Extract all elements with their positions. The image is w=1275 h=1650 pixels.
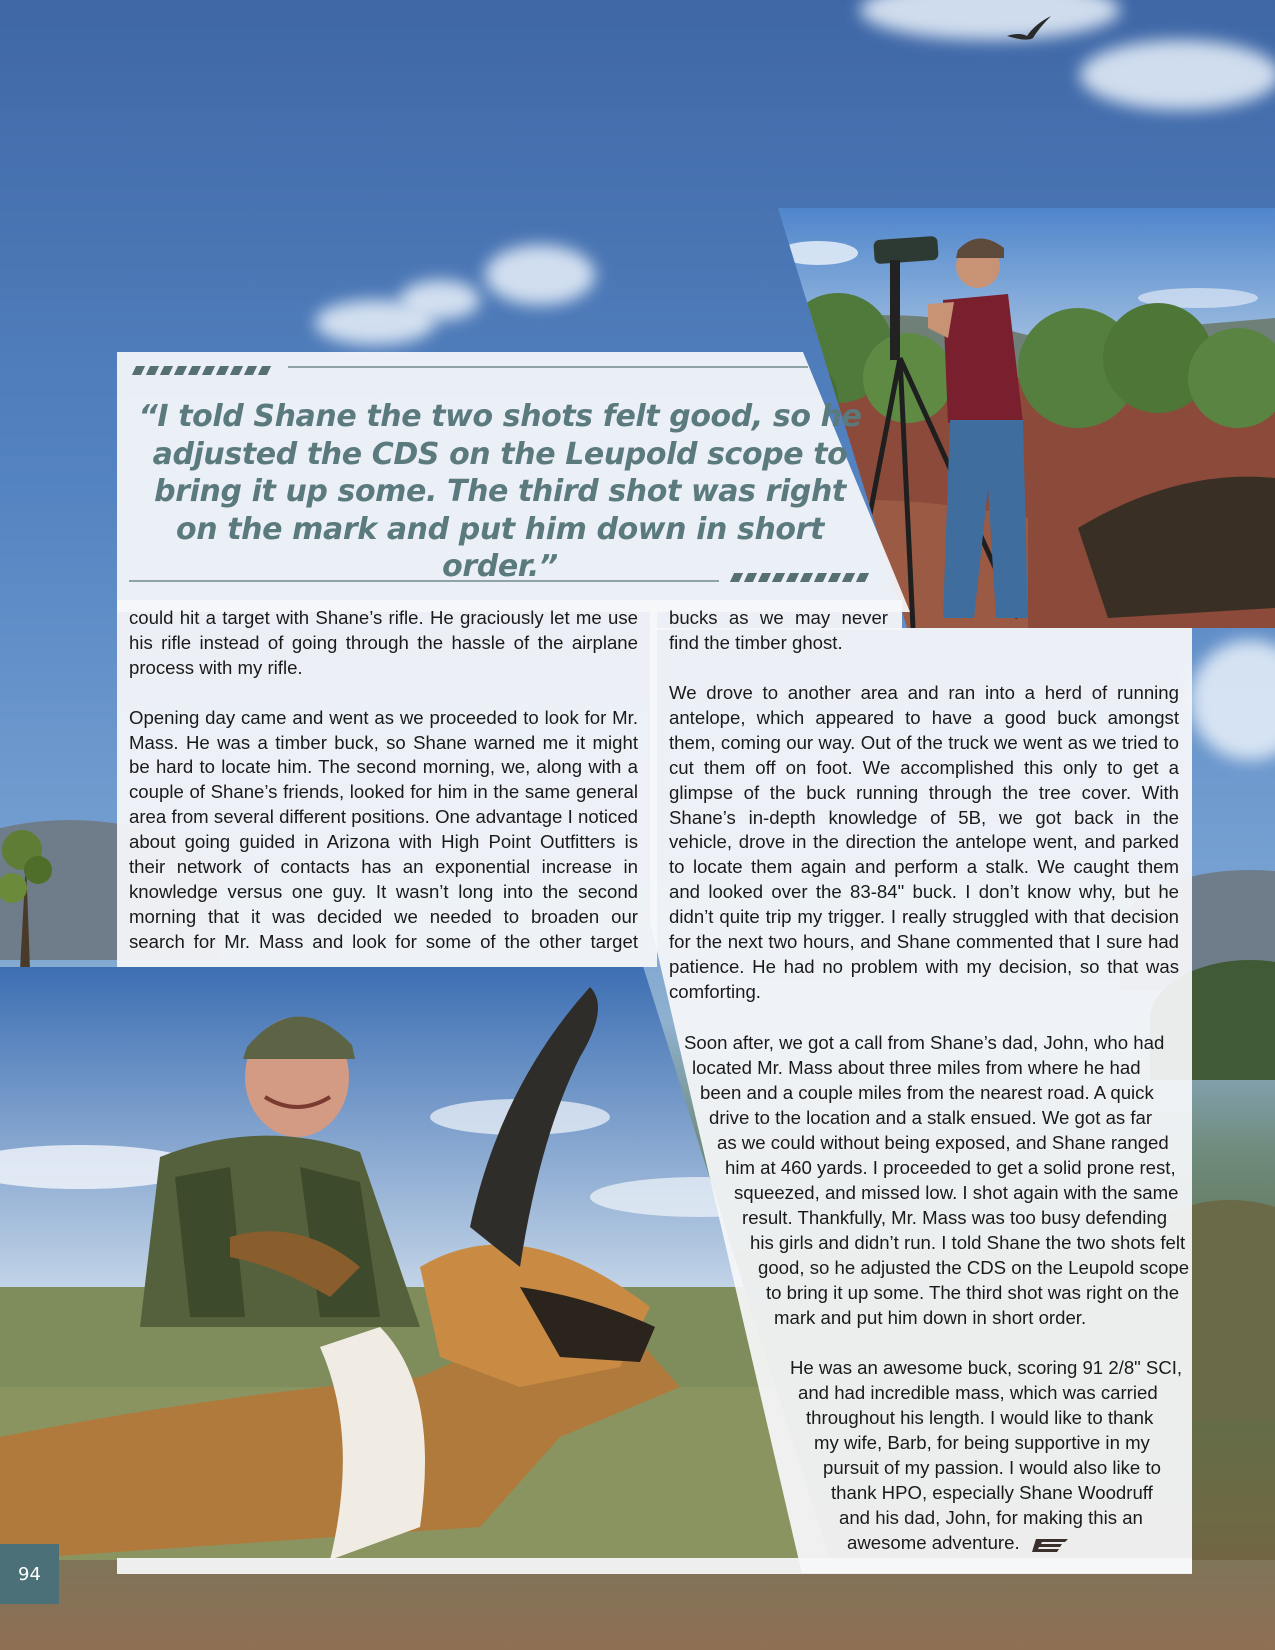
hawk-icon [1005,14,1053,44]
text-line: and had incredible mass, which was carried [798,1382,1158,1403]
text-line: He was an awesome buck, scoring 91 2/8" SCI, [790,1357,1183,1378]
tree-icon [0,770,60,970]
end-mark-icon [1032,1539,1068,1552]
text-line: located Mr. Mass about three miles from where he had [692,1057,1141,1078]
pull-quote: “I told Shane the two shots felt good, so he adjusted the CDS on the Leupold scope to bring it up some. The third shot was right on the mark and put him down in short order.” [138,399,862,584]
page-number: 94 [0,1544,59,1604]
text-line: his girls and didn’t run. I told Shane the two shots felt [750,1232,1186,1253]
text-line: thank HPO, especially Shane Woodruff [831,1482,1153,1503]
article-column-left [129,606,638,980]
text-line: pursuit of my passion. I would also like to [823,1457,1161,1478]
paragraph-opening-day: Opening day came and went as we proceeded to look for Mr. Mass. He was a timber buck, so Shane warned me it might be hard to locate him. The second morning, we, along with a couple of Shane’s friends, looked for him in the same general area from several different positions. One advantage I noticed about going guided in Arizona with High Point Outfitters is their network of contacts has an exponential increase in knowledge versus one guy. It wasn’t long into the second morning that it was decided we needed to broaden our search for Mr. Mass and look for some of the other target [129,706,638,952]
text-line: throughout his length. I would like to thank [806,1407,1154,1428]
paragraph-rifle: could hit a target with Shane’s rifle. He graciously let me use his rifle instead of going through the hassle of the airplane process with my rifle. [129,607,638,678]
text-line: squeezed, and missed low. I shot again with the same [734,1182,1179,1203]
text-line: mark and put him down in short order. [774,1307,1087,1328]
text-line: and his dad, John, for making this an [839,1507,1143,1528]
article-column-right [669,681,1179,1030]
text-line: as we could without being exposed, and Shane ranged [717,1132,1169,1153]
text-line: him at 460 yards. I proceeded to get a solid prone rest, [725,1157,1176,1178]
bottom-panel-strip [117,1558,1192,1574]
text-line: been and a couple miles from the nearest road. A quick [700,1082,1154,1103]
quote-top-rule [288,366,808,368]
text-line: drive to the location and a stalk ensued. We got as far [709,1107,1153,1128]
text-line: awesome adventure. [847,1532,1020,1553]
text-line: to bring it up some. The third shot was right on the [766,1282,1180,1303]
text-line: result. Thankfully, Mr. Mass was too busy defending [742,1207,1168,1228]
text-line: Soon after, we got a call from Shane’s dad, John, who had [684,1032,1165,1053]
paragraph-antelope: We drove to another area and ran into a herd of running antelope, which appeared to have a good buck amongst them, coming our way. Out of the truck we went as we tried to cut them off on foot. We accomplished this only to get a glimpse of the buck running through the tree cover. With Shane’s in-depth knowledge of 5B, we got back in the vehicle, drove in the direction the antelope went, and parked to locate them again and perform a stalk. We caught them and looked over the 83-84" buck. I don’t know why, but he didn’t quite trip my trigger. I really struggled with that decision for the next two hours, and Shane commented that I sure had patience. He had no problem with my decision, so that was comforting. [669,682,1179,1002]
quote-top-hash-ornament [134,366,269,375]
text-line: my wife, Barb, for being supportive in my [814,1432,1150,1453]
paragraph-continuation: bucks as we may never find the timber ghost. [669,607,888,653]
text-line: good, so he adjusted the CDS on the Leupold scope [758,1257,1190,1278]
